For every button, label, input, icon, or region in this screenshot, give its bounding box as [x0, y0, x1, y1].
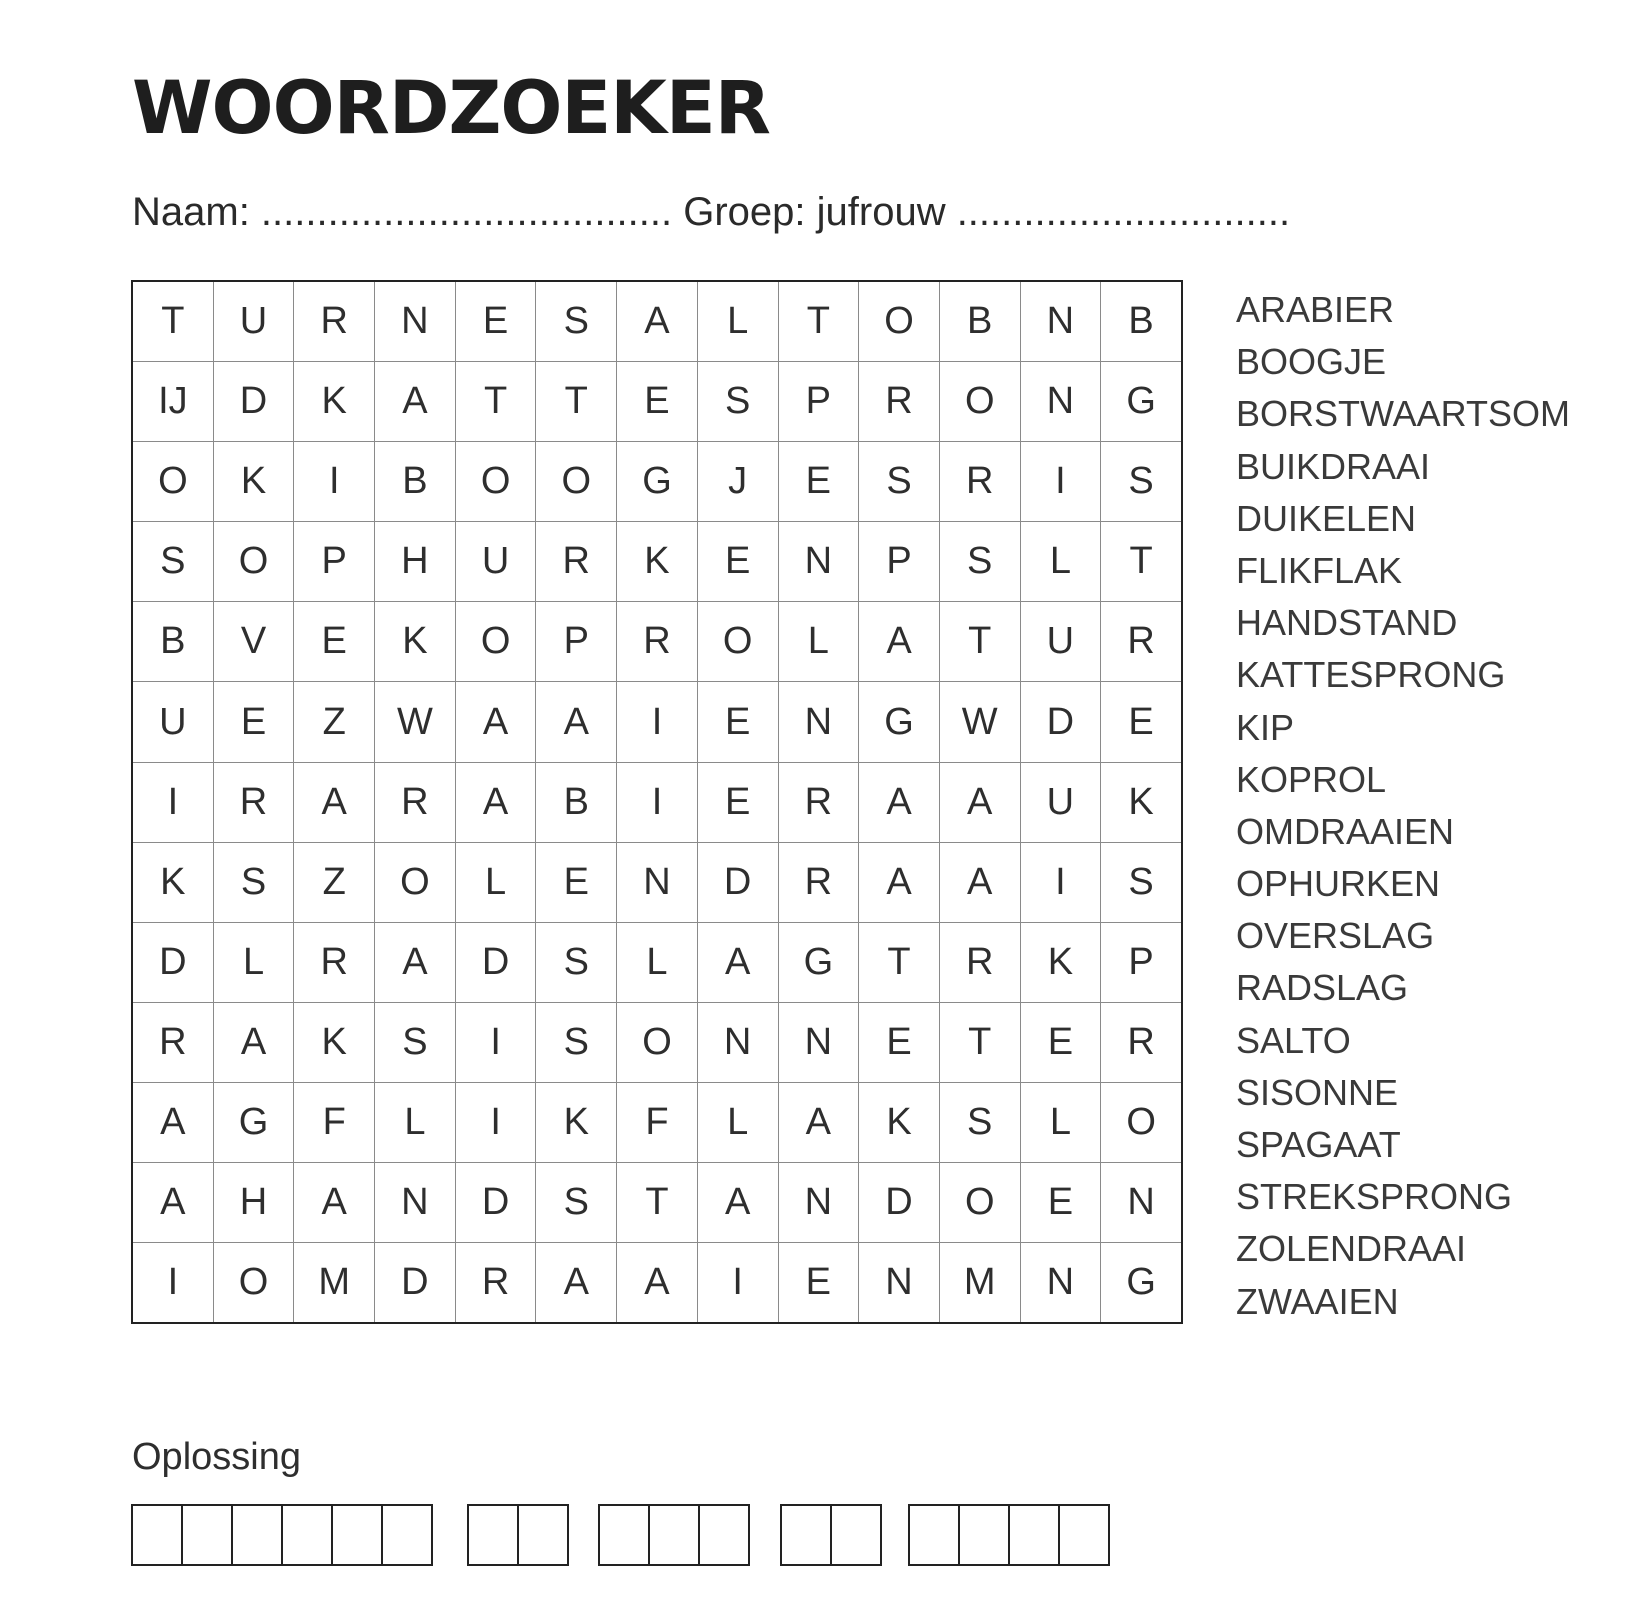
- grid-cell: A: [536, 682, 617, 762]
- grid-cell: R: [455, 1243, 536, 1324]
- solution-letter-box[interactable]: [958, 1504, 1010, 1566]
- grid-cell: I: [617, 762, 698, 842]
- grid-cell: D: [213, 362, 294, 442]
- grid-cell: I: [1020, 442, 1101, 522]
- solution-letter-box[interactable]: [131, 1504, 183, 1566]
- grid-row: [132, 362, 1182, 442]
- grid-cell: U: [213, 281, 294, 362]
- grid-cell: N: [778, 1002, 859, 1082]
- grid-cell: K: [1020, 922, 1101, 1002]
- grid-cell: P: [536, 602, 617, 682]
- grid-cell: H: [213, 1163, 294, 1243]
- grid-cell: F: [294, 1082, 375, 1162]
- grid-cell: E: [1020, 1002, 1101, 1082]
- grid-cell: R: [778, 842, 859, 922]
- grid-cell: T: [939, 1002, 1020, 1082]
- grid-cell: R: [939, 442, 1020, 522]
- grid-cell: A: [939, 842, 1020, 922]
- grid-cell: G: [859, 682, 940, 762]
- word-list-item: HANDSTAND: [1236, 602, 1458, 644]
- grid-cell: B: [1101, 281, 1182, 362]
- grid-cell: R: [1101, 1002, 1182, 1082]
- grid-cell: S: [1101, 442, 1182, 522]
- grid-row: [132, 1163, 1182, 1243]
- grid-cell: N: [1020, 362, 1101, 442]
- word-list-item: ZOLENDRAAI: [1236, 1228, 1467, 1270]
- grid-cell: R: [778, 762, 859, 842]
- word-list-item: KATTESPRONG: [1236, 654, 1506, 696]
- grid-cell: A: [455, 682, 536, 762]
- word-list-item: SPAGAAT: [1236, 1124, 1401, 1165]
- word-list-item: OPHURKEN: [1236, 863, 1441, 905]
- grid-cell: L: [213, 922, 294, 1002]
- grid-cell: D: [455, 1163, 536, 1243]
- grid-cell: S: [132, 522, 213, 602]
- word-list-item: BOOGJE: [1236, 341, 1387, 383]
- grid-cell: I: [697, 1243, 778, 1324]
- solution-letter-box[interactable]: [281, 1504, 333, 1566]
- solution-letter-box[interactable]: [598, 1504, 650, 1566]
- grid-cell: G: [617, 442, 698, 522]
- grid-cell: P: [778, 362, 859, 442]
- grid-row: [132, 281, 1182, 362]
- grid-cell: P: [294, 522, 375, 602]
- solution-word-group: [780, 1504, 882, 1566]
- grid-cell: E: [294, 602, 375, 682]
- grid-cell: N: [697, 1002, 778, 1082]
- grid-cell: R: [213, 762, 294, 842]
- grid-cell: A: [697, 922, 778, 1002]
- grid-cell: A: [536, 1243, 617, 1324]
- grid-cell: O: [939, 362, 1020, 442]
- grid-cell: E: [213, 682, 294, 762]
- grid-cell: W: [939, 682, 1020, 762]
- grid-cell: N: [1020, 1243, 1101, 1324]
- grid-cell: O: [455, 442, 536, 522]
- solution-word-group: [908, 1504, 1110, 1566]
- grid-cell: T: [536, 362, 617, 442]
- grid-cell: K: [213, 442, 294, 522]
- word-list-item: SISONNE: [1236, 1071, 1399, 1113]
- grid-cell: G: [213, 1082, 294, 1162]
- grid-cell: G: [778, 922, 859, 1002]
- grid-cell: L: [1020, 1082, 1101, 1162]
- solution-letter-box[interactable]: [1008, 1504, 1060, 1566]
- grid-cell: T: [132, 281, 213, 362]
- grid-cell: I: [455, 1002, 536, 1082]
- grid-cell: E: [697, 522, 778, 602]
- grid-cell: I: [455, 1082, 536, 1162]
- grid-cell: U: [455, 522, 536, 602]
- grid-cell: M: [939, 1243, 1020, 1324]
- grid-cell: N: [617, 842, 698, 922]
- solution-word-group: [467, 1504, 569, 1566]
- grid-cell: Z: [294, 682, 375, 762]
- grid-cell: T: [617, 1163, 698, 1243]
- grid-cell: I: [132, 762, 213, 842]
- grid-cell: I: [617, 682, 698, 762]
- grid-cell: P: [859, 522, 940, 602]
- grid-cell: W: [375, 682, 456, 762]
- word-list-item: ARABIER: [1236, 289, 1395, 330]
- grid-row: [132, 602, 1182, 682]
- grid-cell: K: [375, 602, 456, 682]
- grid-row: [132, 522, 1182, 602]
- grid-cell: A: [375, 362, 456, 442]
- grid-cell: N: [375, 1163, 456, 1243]
- grid-cell: O: [375, 842, 456, 922]
- word-list-item: BUIKDRAAI: [1236, 445, 1431, 487]
- grid-cell: K: [294, 362, 375, 442]
- word-list-item: ZWAAIEN: [1236, 1280, 1399, 1322]
- grid-row: [132, 1002, 1182, 1082]
- solution-letter-box[interactable]: [231, 1504, 283, 1566]
- grid-cell: D: [697, 842, 778, 922]
- solution-letter-box[interactable]: [467, 1504, 519, 1566]
- grid-cell: N: [1101, 1163, 1182, 1243]
- grid-cell: A: [132, 1163, 213, 1243]
- grid-cell: I: [1020, 842, 1101, 922]
- grid-cell: E: [536, 842, 617, 922]
- grid-cell: K: [536, 1082, 617, 1162]
- grid-cell: S: [536, 281, 617, 362]
- grid-cell: V: [213, 602, 294, 682]
- grid-cell: N: [1020, 281, 1101, 362]
- word-list-item: STREKSPRONG: [1236, 1176, 1513, 1218]
- grid-row: [132, 762, 1182, 842]
- solution-letter-box[interactable]: [908, 1504, 960, 1566]
- grid-cell: A: [132, 1082, 213, 1162]
- solution-letter-box[interactable]: [1058, 1504, 1110, 1566]
- grid-row: [132, 1243, 1182, 1324]
- grid-cell: E: [778, 442, 859, 522]
- grid-cell: A: [375, 922, 456, 1002]
- grid-cell: U: [132, 682, 213, 762]
- grid-cell: A: [859, 842, 940, 922]
- solution-word-group: [598, 1504, 750, 1566]
- grid-row: [132, 1082, 1182, 1162]
- grid-cell: L: [778, 602, 859, 682]
- word-list-item: SALTO: [1236, 1019, 1351, 1061]
- grid-cell: G: [1101, 1243, 1182, 1324]
- grid-cell: R: [294, 922, 375, 1002]
- grid-cell: O: [213, 522, 294, 602]
- grid-cell: O: [939, 1163, 1020, 1243]
- grid-cell: G: [1101, 362, 1182, 442]
- word-list-item: RADSLAG: [1236, 967, 1409, 1009]
- grid-cell: E: [859, 1002, 940, 1082]
- grid-cell: A: [778, 1082, 859, 1162]
- grid-cell: S: [939, 522, 1020, 602]
- grid-cell: K: [859, 1082, 940, 1162]
- grid-cell: O: [617, 1002, 698, 1082]
- grid-cell: A: [455, 762, 536, 842]
- grid-cell: T: [939, 602, 1020, 682]
- word-list-item: BORSTWAARTSOM: [1236, 393, 1571, 435]
- word-list-item: KOPROL: [1236, 758, 1387, 800]
- solution-letter-box[interactable]: [648, 1504, 700, 1566]
- word-list-item: FLIKFLAK: [1236, 549, 1403, 591]
- grid-cell: I: [132, 1243, 213, 1324]
- grid-cell: A: [859, 602, 940, 682]
- grid-cell: B: [132, 602, 213, 682]
- solution-letter-box[interactable]: [780, 1504, 832, 1566]
- grid-cell: S: [939, 1082, 1020, 1162]
- grid-row: [132, 682, 1182, 762]
- grid-cell: D: [859, 1163, 940, 1243]
- grid-cell: N: [778, 522, 859, 602]
- grid-row: [132, 842, 1182, 922]
- grid-row: [132, 922, 1182, 1002]
- word-list-item: OMDRAAIEN: [1236, 810, 1455, 852]
- solution-word-group: [131, 1504, 433, 1566]
- grid-cell: R: [939, 922, 1020, 1002]
- word-list-item: OVERSLAG: [1236, 915, 1435, 957]
- solution-letter-box[interactable]: [331, 1504, 383, 1566]
- grid-cell: R: [859, 362, 940, 442]
- grid-row: [132, 442, 1182, 522]
- solution-letter-box[interactable]: [181, 1504, 233, 1566]
- grid-cell: K: [1101, 762, 1182, 842]
- grid-cell: L: [455, 842, 536, 922]
- solution-letter-box[interactable]: [517, 1504, 569, 1566]
- grid-cell: U: [1020, 602, 1101, 682]
- grid-cell: P: [1101, 922, 1182, 1002]
- grid-cell: U: [1020, 762, 1101, 842]
- grid-cell: L: [1020, 522, 1101, 602]
- grid-cell: E: [617, 362, 698, 442]
- grid-cell: N: [778, 682, 859, 762]
- grid-cell: N: [778, 1163, 859, 1243]
- grid-cell: N: [859, 1243, 940, 1324]
- grid-cell: D: [1020, 682, 1101, 762]
- grid-cell: R: [294, 281, 375, 362]
- grid-cell: S: [536, 1002, 617, 1082]
- grid-cell: E: [455, 281, 536, 362]
- grid-cell: B: [536, 762, 617, 842]
- grid-cell: T: [859, 922, 940, 1002]
- grid-cell: K: [132, 842, 213, 922]
- grid-cell: L: [617, 922, 698, 1002]
- name-group-line: Naam: ..................................... Groep: jufrouw ..............................: [132, 190, 1291, 234]
- grid-cell: F: [617, 1082, 698, 1162]
- grid-cell: Z: [294, 842, 375, 922]
- grid-cell: L: [697, 281, 778, 362]
- grid-cell: A: [859, 762, 940, 842]
- grid-cell: J: [697, 442, 778, 522]
- grid-cell: O: [213, 1243, 294, 1324]
- grid-cell: T: [778, 281, 859, 362]
- grid-cell: O: [1101, 1082, 1182, 1162]
- grid-cell: N: [375, 281, 456, 362]
- solution-letter-box[interactable]: [698, 1504, 750, 1566]
- grid-cell: L: [375, 1082, 456, 1162]
- grid-cell: E: [1020, 1163, 1101, 1243]
- grid-cell: A: [939, 762, 1020, 842]
- grid-cell: I: [294, 442, 375, 522]
- grid-cell: D: [132, 922, 213, 1002]
- word-list: [1236, 284, 1570, 1328]
- grid-cell: R: [1101, 602, 1182, 682]
- grid-cell: K: [617, 522, 698, 602]
- grid-cell: IJ: [132, 362, 213, 442]
- grid-cell: S: [859, 442, 940, 522]
- grid-cell: A: [294, 762, 375, 842]
- grid-cell: E: [1101, 682, 1182, 762]
- grid-cell: S: [536, 922, 617, 1002]
- word-list-item: KIP: [1236, 706, 1295, 748]
- grid-cell: R: [617, 602, 698, 682]
- grid-cell: A: [617, 281, 698, 362]
- word-list-item: DUIKELEN: [1236, 497, 1417, 539]
- grid-cell: R: [536, 522, 617, 602]
- grid-cell: A: [213, 1002, 294, 1082]
- grid-cell: H: [375, 522, 456, 602]
- letter-grid: [131, 280, 1183, 1324]
- grid-cell: E: [778, 1243, 859, 1324]
- grid-cell: A: [697, 1163, 778, 1243]
- solution-label: Oplossing: [132, 1436, 301, 1478]
- grid-cell: T: [1101, 522, 1182, 602]
- grid-cell: O: [455, 602, 536, 682]
- grid-cell: K: [294, 1002, 375, 1082]
- grid-cell: R: [132, 1002, 213, 1082]
- solution-letter-box[interactable]: [830, 1504, 882, 1566]
- grid-cell: O: [697, 602, 778, 682]
- grid-cell: B: [939, 281, 1020, 362]
- grid-cell: D: [375, 1243, 456, 1324]
- grid-cell: O: [859, 281, 940, 362]
- grid-cell: S: [536, 1163, 617, 1243]
- grid-cell: A: [294, 1163, 375, 1243]
- grid-cell: S: [1101, 842, 1182, 922]
- grid-cell: T: [455, 362, 536, 442]
- grid-cell: E: [697, 762, 778, 842]
- grid-cell: S: [375, 1002, 456, 1082]
- grid-cell: D: [455, 922, 536, 1002]
- grid-cell: B: [375, 442, 456, 522]
- grid-cell: L: [697, 1082, 778, 1162]
- grid-cell: E: [697, 682, 778, 762]
- grid-cell: R: [375, 762, 456, 842]
- grid-cell: O: [132, 442, 213, 522]
- grid-cell: A: [617, 1243, 698, 1324]
- grid-cell: O: [536, 442, 617, 522]
- page-title: WOORDZOEKER: [132, 66, 770, 151]
- solution-letter-box[interactable]: [381, 1504, 433, 1566]
- grid-cell: S: [213, 842, 294, 922]
- grid-cell: S: [697, 362, 778, 442]
- grid-cell: M: [294, 1243, 375, 1324]
